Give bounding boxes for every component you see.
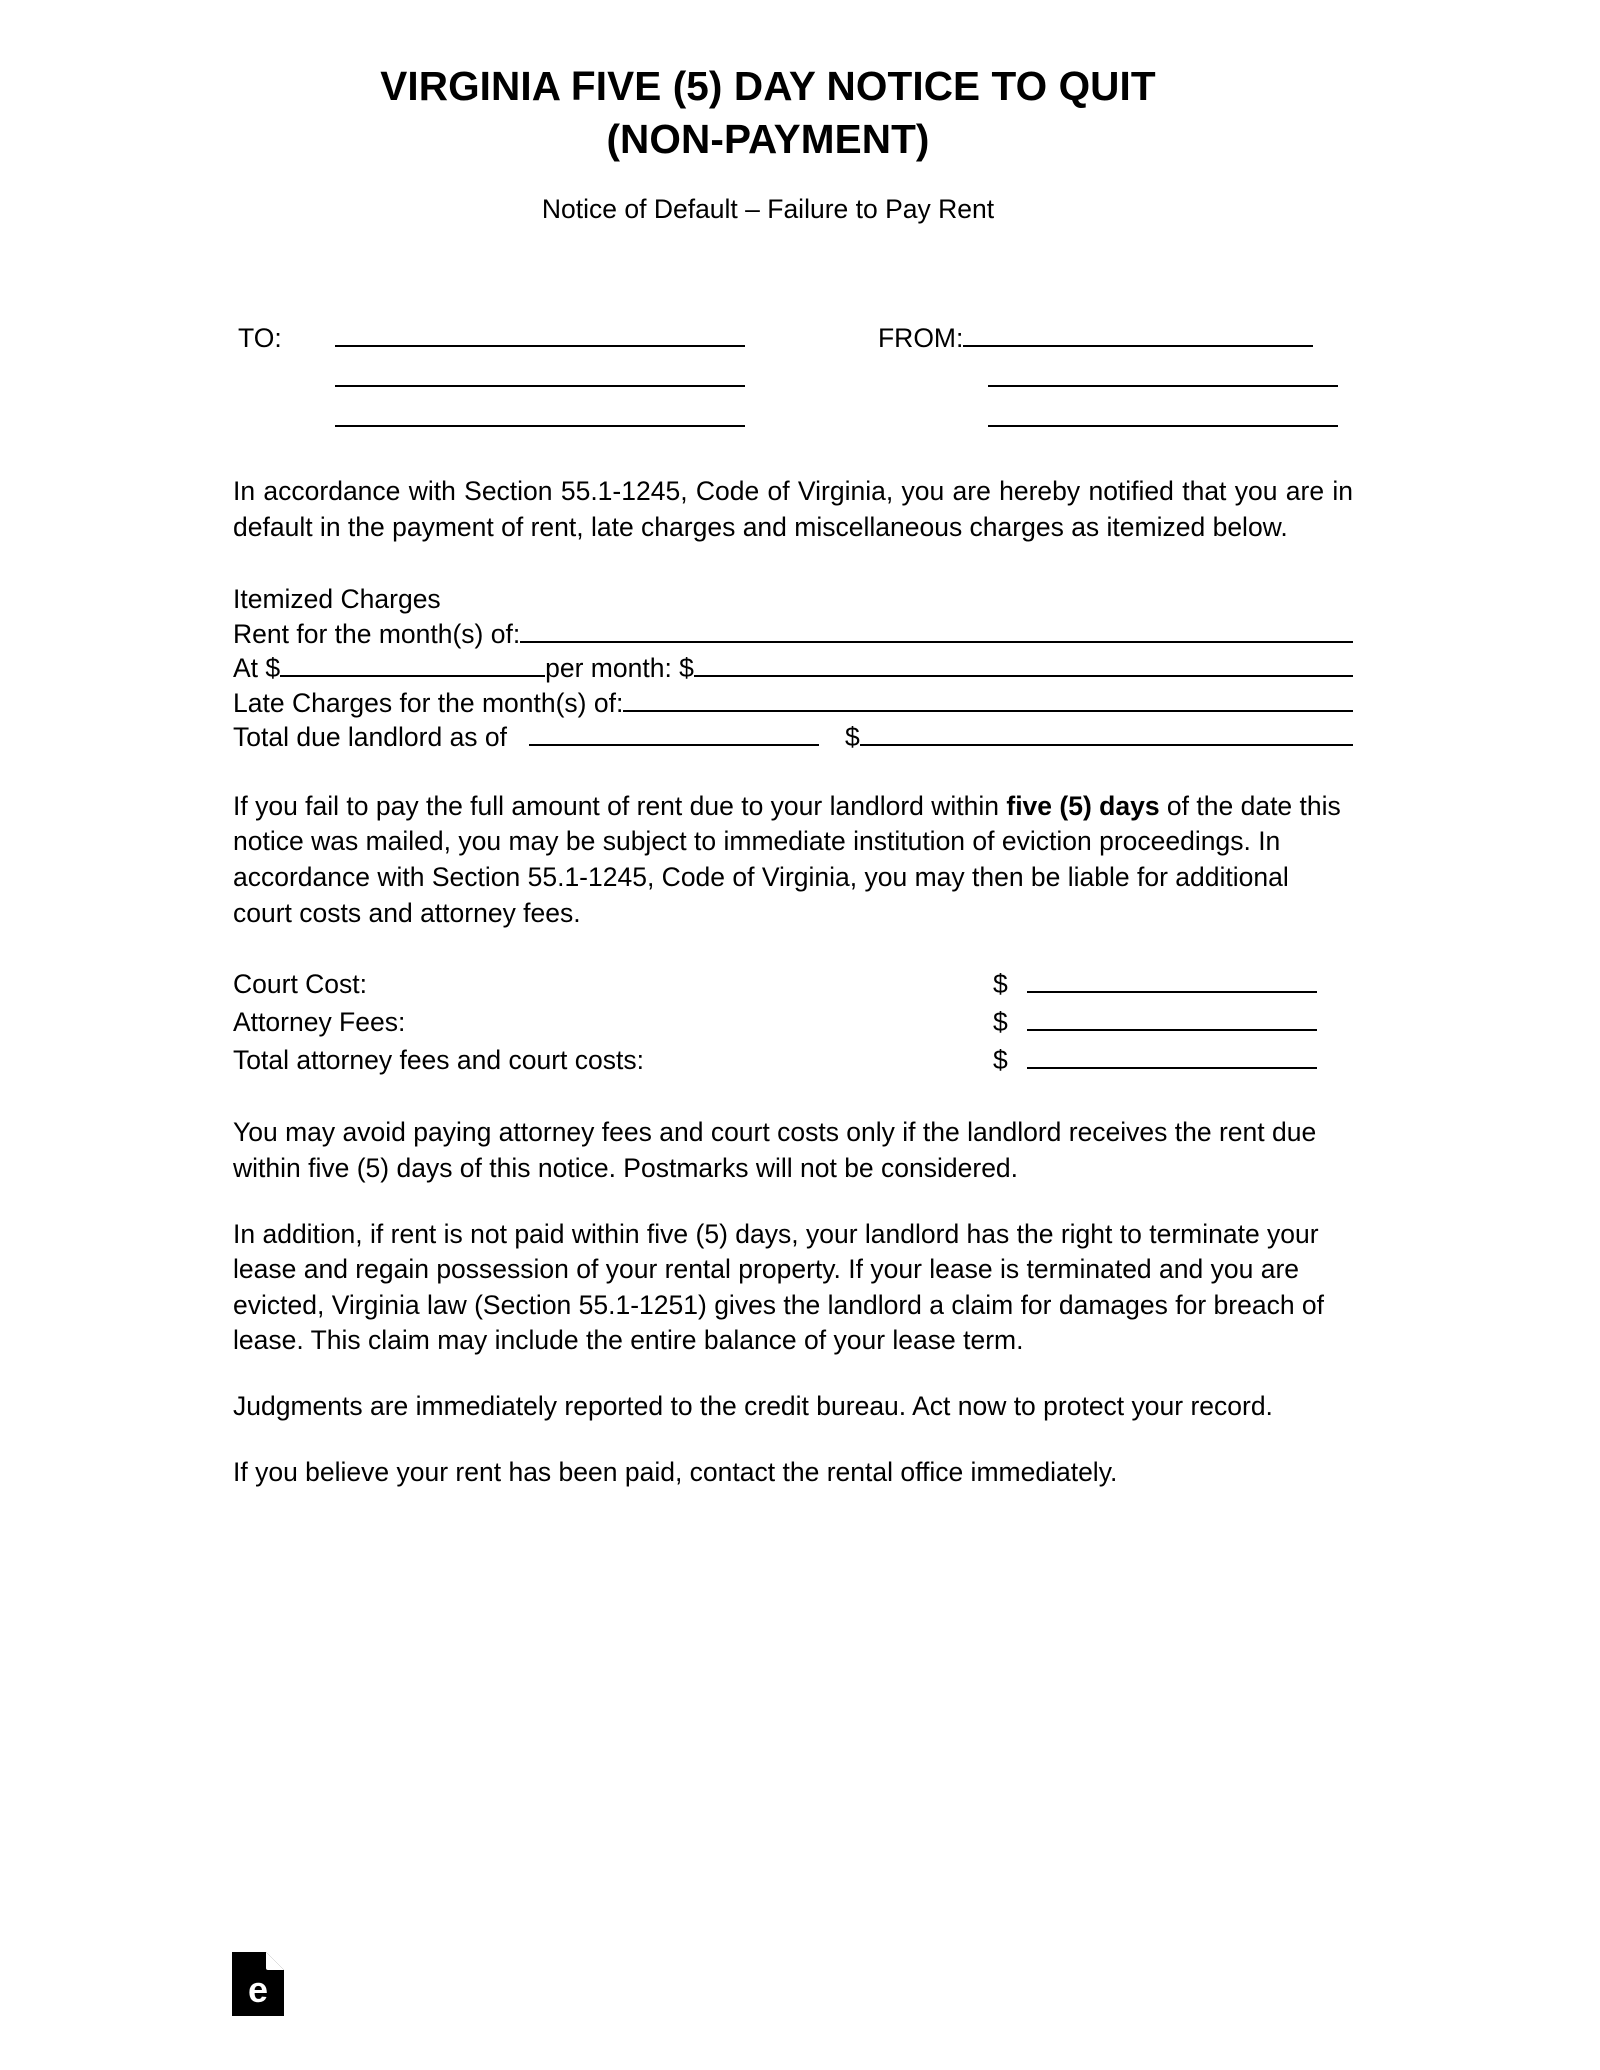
address-block — [233, 320, 1353, 440]
total-fees-dollar-sign: $ — [993, 1045, 1008, 1076]
late-charges-label: Late Charges for the month(s) of: — [233, 687, 624, 718]
warning-bold-term: five (5) days — [1006, 790, 1160, 821]
warning-text-1: If you fail to pay the full amount of rent due to your landlord within — [233, 790, 1007, 821]
per-month-label: per month: $ — [545, 653, 694, 684]
rent-total-input[interactable] — [694, 653, 1353, 677]
total-due-date-input[interactable] — [529, 722, 819, 746]
recipient-input-line-3[interactable] — [335, 400, 745, 427]
from-label: FROM: — [878, 322, 964, 353]
rent-month-row — [233, 617, 1353, 652]
recipient-input-line-1[interactable] — [335, 320, 745, 347]
court-cost-input[interactable] — [1027, 969, 1317, 993]
late-charges-input[interactable] — [623, 688, 1353, 712]
warning-text-2: of the date this notice was mailed, you may be subject to immediate institution of eviction proceedings. In accordance with Section 55.1-1245, Code of Virginia, you may then be liable for additional court costs and attorney fees. — [233, 790, 1341, 928]
total-due-amount-input[interactable] — [860, 722, 1353, 746]
rent-month-input[interactable] — [520, 619, 1353, 643]
document-content — [233, 0, 1353, 1490]
in-addition-paragraph: In addition, if rent is not paid within five (5) days, your landlord has the right to terminate your lease and regain possession of your rental property. If your lease is terminated and you are evicted, Virginia law (Section 55.1-1251) gives the landlord a claim for damages for breach of lease. This claim may include the entire balance of your lease term. — [233, 1218, 1325, 1356]
warning-paragraph — [233, 789, 1353, 932]
late-charges-row — [233, 686, 1353, 721]
attorney-fees-input[interactable] — [1027, 1007, 1317, 1031]
rent-month-label: Rent for the month(s) of: — [233, 618, 521, 649]
title-line-2: (NON-PAYMENT) — [606, 116, 930, 163]
total-fees-label: Total attorney fees and court costs: — [233, 1045, 644, 1076]
sender-input-line-2[interactable] — [988, 360, 1338, 387]
itemized-heading-row — [233, 582, 1353, 617]
page-subtitle: Notice of Default – Failure to Pay Rent — [541, 193, 995, 224]
attorney-fees-label: Attorney Fees: — [233, 1007, 406, 1038]
total-fees-input[interactable] — [1027, 1045, 1317, 1069]
at-amount-label: At $ — [233, 653, 281, 684]
to-label: TO: — [238, 322, 282, 353]
judgments-paragraph: Judgments are immediately reported to the credit bureau. Act now to protect your record. — [233, 1391, 1273, 1422]
total-due-row — [233, 720, 1353, 755]
rent-rate-input[interactable] — [280, 653, 545, 677]
intro-paragraph: In accordance with Section 55.1-1245, Code of Virginia, you are hereby notified that you are in default in the payment of rent, late charges and miscellaneous charges as itemized below. — [233, 475, 1353, 542]
table-row — [233, 967, 1353, 1005]
avoid-fees-paragraph: You may avoid paying attorney fees and court costs only if the landlord receives the rent due within five (5) days of this notice. Postmarks will not be considered. — [233, 1117, 1317, 1183]
rent-amount-row — [233, 651, 1353, 686]
rent-paid-paragraph: If you believe your rent has been paid, contact the rental office immediately. — [233, 1456, 1118, 1487]
title-line-1: VIRGINIA FIVE (5) DAY NOTICE TO QUIT — [380, 63, 1156, 109]
table-row — [233, 1005, 1353, 1043]
attorney-fees-dollar-sign: $ — [993, 1007, 1008, 1038]
recipient-address-group — [238, 320, 768, 440]
total-due-dollar-sign: $ — [845, 722, 860, 753]
court-cost-label: Court Cost: — [233, 969, 368, 1000]
page-title — [268, 0, 1268, 167]
logo-letter-e: e — [247, 1969, 269, 2010]
total-due-label: Total due landlord as of — [233, 722, 508, 753]
eforms-logo[interactable] — [232, 1952, 284, 2016]
itemized-charges-section — [233, 582, 1353, 755]
recipient-line-3 — [238, 400, 768, 440]
recipient-line-2 — [238, 360, 768, 400]
itemized-heading: Itemized Charges — [233, 584, 441, 615]
sender-address-group — [878, 320, 1353, 440]
document-file-icon — [232, 1952, 284, 2016]
sender-line-2 — [878, 360, 1353, 400]
court-cost-dollar-sign: $ — [993, 969, 1008, 1000]
sender-input-line-1[interactable] — [963, 320, 1313, 347]
sender-input-line-3[interactable] — [988, 400, 1338, 427]
recipient-line-1 — [238, 320, 768, 360]
sender-line-3 — [878, 400, 1353, 440]
sender-line-1 — [878, 320, 1353, 360]
recipient-input-line-2[interactable] — [335, 360, 745, 387]
cost-summary-table — [233, 967, 1353, 1081]
table-row — [233, 1043, 1353, 1081]
